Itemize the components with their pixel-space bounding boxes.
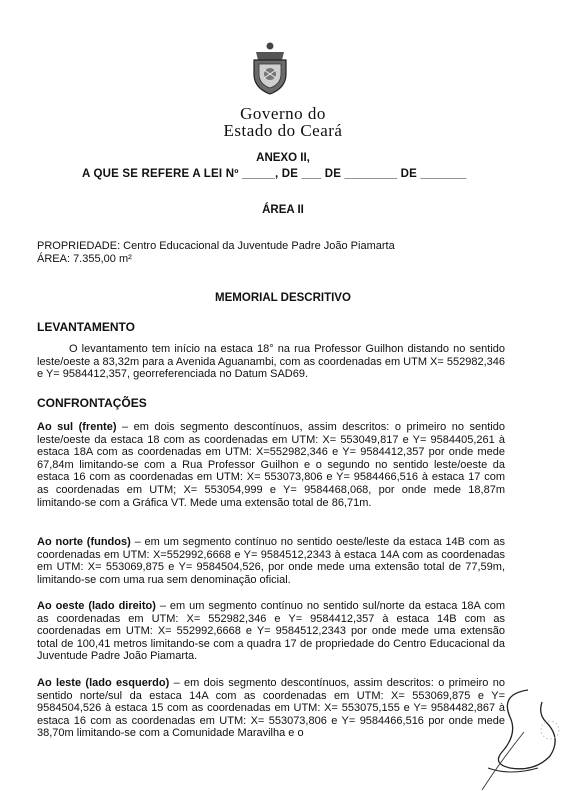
section-heading-levantamento: LEVANTAMENTO	[37, 320, 135, 334]
boundary-label: Ao sul (frente)	[37, 421, 117, 433]
boundary-text: – em dois segmento descontínuos, assim descritos: o primeiro no sentido norte/sul da estaca 14A com as coordenadas em UTM: X= 553069,875 e Y= 9584504,526 à estaca 15 com as coordenadas em UTM: X= 553075,155 e Y= 9584482,867 à estaca 16 com as coordenadas em UTM: X= 553073,806 e Y= 9584466,516 por onde mede 38,70m limitando-se com a Comunidade Maravilha e o	[37, 677, 505, 740]
memorial-title: MEMORIAL DESCRITIVO	[215, 292, 351, 304]
area-title: ÁREA II	[262, 204, 304, 216]
boundary-text: – em dois segmento descontínuos, assim descritos: o primeiro no sentido leste/oeste da estaca 18 com as coordenadas em UTM: X= 553049,817 e Y= 9584405,261 à estaca 18A com as coordenadas em UTM: X=552982,346 e Y= 9584412,357 por onde mede 67,84m limitando-se com a Rua Professor Guilhon e o segundo no sentido leste/oeste da estaca 16 com as coordenadas em UTM: X= 553073,806 e Y= 9584466,516 à estaca 17 com as coordenadas em UTM; X= 553054,999 e Y= 9584468,068, por onde mede 18,87m limitando-se com a Gráfica VT. Mede uma extensão total de 86,71m.	[37, 421, 505, 509]
boundary-west	[37, 600, 505, 663]
boundary-text: – em um segmento contínuo no sentido oeste/leste da estaca 14B com as coordenadas em UTM: X=552992,6668 e Y= 9584512,2343 à estaca 14A com as coordenadas em UTM: X= 553069,875 e Y= 9584504,526, por onde mede uma extensão total de 77,59m, limitando-se com uma rua sem denominação oficial.	[37, 536, 505, 586]
boundary-label: Ao leste (lado esquerdo)	[37, 677, 170, 689]
handwritten-signature	[480, 672, 566, 791]
boundary-east	[37, 677, 505, 740]
state-coat-of-arms-logo	[246, 40, 294, 96]
annex-title: ANEXO II,	[256, 152, 310, 164]
gov-line1: Governo do	[240, 104, 326, 123]
section-heading-confrontacoes: CONFRONTAÇÕES	[37, 396, 147, 410]
property-owner: PROPRIEDADE: Centro Educacional da Juventude Padre João Piamarta	[37, 240, 395, 252]
levantamento-paragraph: O levantamento tem início na estaca 18° na rua Professor Guilhon distando no sentido leste/oeste a 83,32m para a Avenida Aguanambi, com as coordenadas em UTM X= 552982,346 e Y= 9584412,357, georreferenciada no Datum SAD69.	[37, 343, 505, 381]
boundary-south	[37, 421, 505, 509]
boundary-label: Ao oeste (lado direito)	[37, 600, 156, 612]
law-reference-line: A QUE SE REFERE A LEI Nº _____, DE ___ DE ________ DE _______	[82, 168, 467, 180]
property-area: ÁREA: 7.355,00 m²	[37, 253, 132, 265]
boundary-north	[37, 536, 505, 586]
boundary-label: Ao norte (fundos)	[37, 536, 131, 548]
gov-line2: Estado do Ceará	[223, 121, 343, 140]
boundary-text: – em um segmento contínuo no sentido sul/norte da estaca 18A com as coordenadas em UTM: X= 552982,346 e Y= 9584412,357 à estaca 14B com as coordenadas em UTM: X= 552992,6668 e Y= 9584512,2343 por onde mede uma extensão total de 100,41 metros limitando-se com a quadra 17 de propriedade do Centro Educacional da Juventude Padre João Piamarta.	[37, 600, 505, 663]
